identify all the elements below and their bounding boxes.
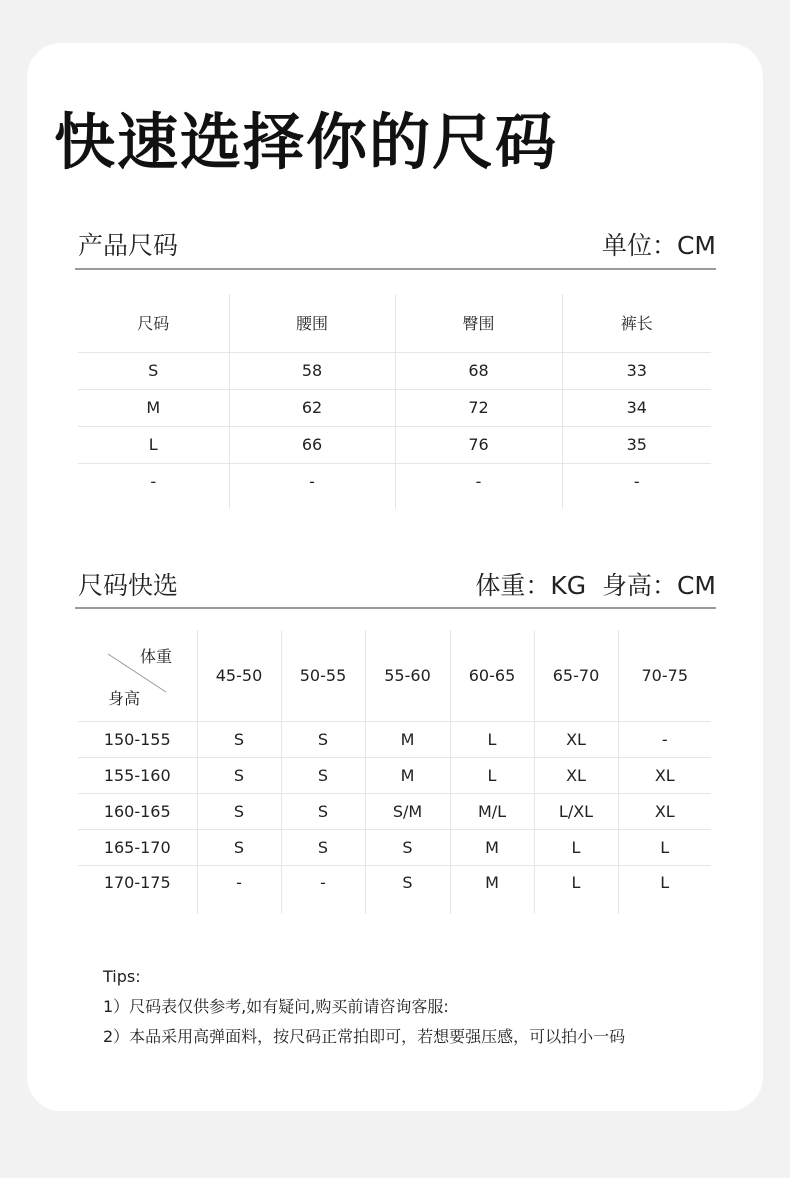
tips-label: Tips: bbox=[103, 967, 141, 986]
table-cell: S bbox=[365, 866, 450, 914]
table-cell: M bbox=[450, 866, 534, 914]
table-cell: - bbox=[229, 463, 395, 509]
tips-line: 1）尺码表仅供参考,如有疑问,购买前请咨询客服: bbox=[103, 997, 449, 1016]
product-size-header bbox=[78, 222, 716, 262]
table-cell: L/XL bbox=[534, 794, 618, 830]
header-cell: 60-65 bbox=[450, 630, 534, 722]
table-header-row bbox=[78, 294, 711, 352]
table-cell: S bbox=[365, 830, 450, 866]
height-cell: 165-170 bbox=[78, 830, 197, 866]
table-row bbox=[78, 830, 711, 866]
table-row bbox=[78, 352, 711, 389]
header-cell: 55-60 bbox=[365, 630, 450, 722]
height-cell: 150-155 bbox=[78, 722, 197, 758]
table-cell: - bbox=[395, 463, 562, 509]
table-cell: - bbox=[78, 463, 229, 509]
tips-line: 2）本品采用高弹面料，按尺码正常拍即可，若想要强压感，可以拍小一码 bbox=[103, 1027, 626, 1046]
table-row bbox=[78, 426, 711, 463]
header-cell: 裤长 bbox=[562, 294, 711, 352]
table-row bbox=[78, 722, 711, 758]
table-cell: M bbox=[450, 830, 534, 866]
table-cell: 58 bbox=[229, 352, 395, 389]
header-cell: 50-55 bbox=[281, 630, 365, 722]
table-row bbox=[78, 389, 711, 426]
table-cell: S bbox=[197, 830, 281, 866]
corner-weight-label: 体重 bbox=[140, 647, 173, 666]
corner-height-label: 身高 bbox=[108, 689, 141, 708]
table-cell: - bbox=[197, 866, 281, 914]
table-cell: L bbox=[618, 830, 711, 866]
divider bbox=[75, 607, 716, 609]
table-cell: S bbox=[281, 830, 365, 866]
table-cell: L bbox=[534, 866, 618, 914]
header-cell: 70-75 bbox=[618, 630, 711, 722]
table-cell: S bbox=[197, 794, 281, 830]
table-cell: L bbox=[78, 426, 229, 463]
table-header-row bbox=[78, 630, 711, 722]
table-cell: S bbox=[281, 758, 365, 794]
header-cell: 65-70 bbox=[534, 630, 618, 722]
table-cell: 66 bbox=[229, 426, 395, 463]
quick-select-header bbox=[78, 562, 716, 602]
table-cell: 33 bbox=[562, 352, 711, 389]
table-cell: S/M bbox=[365, 794, 450, 830]
header-cell: 臀围 bbox=[395, 294, 562, 352]
table-cell: 72 bbox=[395, 389, 562, 426]
product-size-heading: 产品尺码 bbox=[78, 231, 179, 260]
header-cell: 腰围 bbox=[229, 294, 395, 352]
table-cell: XL bbox=[618, 794, 711, 830]
table-cell: M bbox=[365, 758, 450, 794]
product-size-unit: 单位：CM bbox=[601, 231, 716, 260]
height-cell: 170-175 bbox=[78, 866, 197, 914]
table-cell: M bbox=[365, 722, 450, 758]
table-cell: S bbox=[78, 352, 229, 389]
product-size-table bbox=[78, 294, 711, 509]
table-cell: XL bbox=[534, 758, 618, 794]
height-cell: 160-165 bbox=[78, 794, 197, 830]
header-cell: 尺码 bbox=[137, 314, 170, 334]
table-cell: L bbox=[450, 722, 534, 758]
corner-cell bbox=[78, 630, 197, 722]
table-row bbox=[78, 463, 711, 509]
table-cell: - bbox=[281, 866, 365, 914]
table-cell: 34 bbox=[562, 389, 711, 426]
table-cell: S bbox=[197, 758, 281, 794]
table-row bbox=[78, 866, 711, 914]
table-cell: L bbox=[534, 830, 618, 866]
table-cell: XL bbox=[534, 722, 618, 758]
table-cell: S bbox=[281, 794, 365, 830]
table-cell: S bbox=[281, 722, 365, 758]
height-cell: 155-160 bbox=[78, 758, 197, 794]
table-cell: L bbox=[618, 866, 711, 914]
quick-select-unit: 体重：KG 身高：CM bbox=[475, 571, 716, 600]
table-cell: - bbox=[618, 722, 711, 758]
table-cell: 62 bbox=[229, 389, 395, 426]
table-row bbox=[78, 794, 711, 830]
table-cell: XL bbox=[618, 758, 711, 794]
table-cell: 35 bbox=[562, 426, 711, 463]
table-cell: M bbox=[78, 389, 229, 426]
header-cell: 45-50 bbox=[197, 630, 281, 722]
table-cell: L bbox=[450, 758, 534, 794]
table-cell: 68 bbox=[395, 352, 562, 389]
quick-select-heading: 尺码快选 bbox=[78, 571, 179, 600]
quick-select-table bbox=[78, 630, 711, 914]
tips-section bbox=[103, 962, 625, 1052]
table-cell: 76 bbox=[395, 426, 562, 463]
page-title: 快速选择你的尺码 bbox=[54, 107, 559, 178]
table-row bbox=[78, 758, 711, 794]
table-cell: M/L bbox=[450, 794, 534, 830]
table-cell: - bbox=[562, 463, 711, 509]
divider bbox=[75, 268, 716, 270]
table-cell: S bbox=[197, 722, 281, 758]
